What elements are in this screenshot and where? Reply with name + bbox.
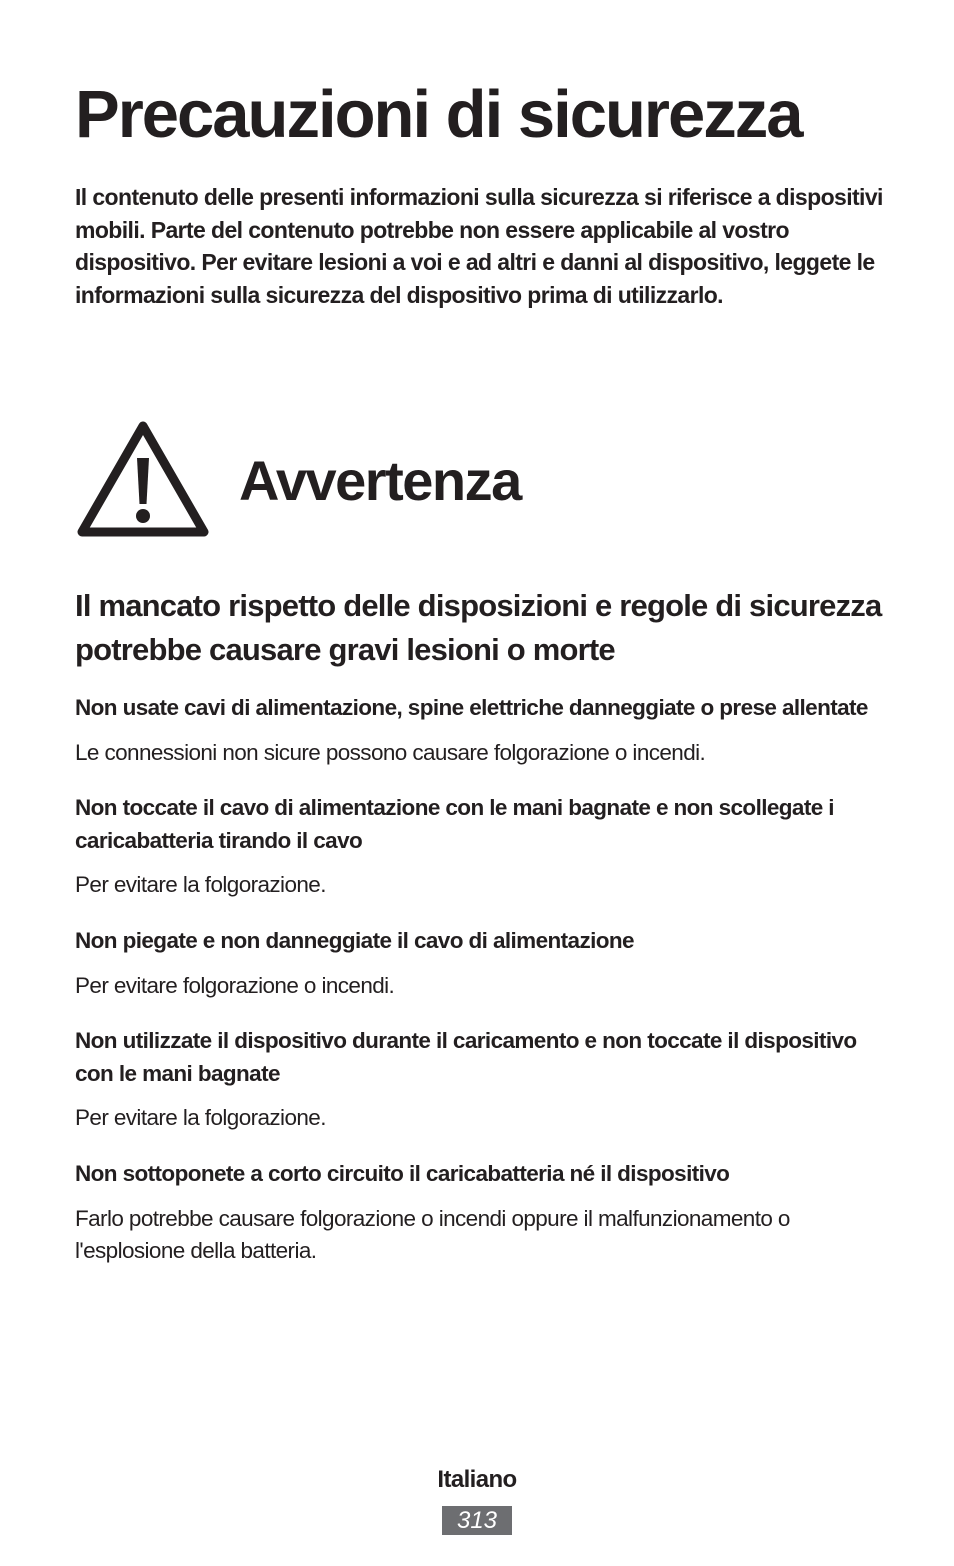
list-item: [75, 925, 890, 1002]
page-number-badge: 313: [442, 1506, 512, 1535]
item-text: Per evitare folgorazione o incendi.: [75, 972, 395, 998]
list-item: [75, 1158, 890, 1268]
item-text: Per evitare la folgorazione.: [75, 872, 326, 898]
list-item: [75, 1025, 890, 1135]
item-heading: Non usate cavi di alimentazione, spine elettriche danneggiate o prese allentate: [75, 695, 868, 720]
warning-header: [75, 418, 890, 542]
intro-paragraph: Il contenuto delle presenti informazioni sulla sicurezza si riferisce a dispositivi mobili. Parte del contenuto potrebbe non essere applicabile al vostro dispositivo. Per evitare lesioni a voi e ad altri e danni al dispositivo, leggete le informazioni sulla sicurezza del dispositivo prima di utilizzarlo.: [75, 184, 883, 308]
item-heading: Non piegate e non danneggiate il cavo di alimentazione: [75, 927, 634, 953]
item-heading: Non utilizzate il dispositivo durante il caricamento e non toccate il dispositivo con le mani bagnate: [75, 1028, 857, 1086]
page-title: Precauzioni di sicurezza: [75, 77, 802, 152]
item-heading: Non sottoponete a corto circuito il caricabatteria né il dispositivo: [75, 1160, 730, 1186]
warning-subtitle: Il mancato rispetto delle disposizioni e regole di sicurezza potrebbe causare gravi lesioni o morte: [75, 588, 882, 667]
item-text: Farlo potrebbe causare folgorazione o incendi oppure il malfunzionamento o l'esplosione della batteria.: [75, 1205, 790, 1264]
item-text: Per evitare la folgorazione.: [75, 1105, 326, 1131]
precaution-list: [75, 692, 890, 1291]
document-page: [75, 0, 890, 1566]
footer-language: Italiano: [437, 1466, 517, 1493]
list-item: [75, 792, 890, 902]
item-text: Le connessioni non sicure possono causare folgorazione o incendi.: [75, 739, 706, 765]
list-item: [75, 692, 890, 769]
warning-title: Avvertenza: [239, 449, 521, 512]
warning-triangle-icon: [75, 418, 211, 540]
item-heading: Non toccate il cavo di alimentazione con le mani bagnate e non scollegate i caricabatteria tirando il cavo: [75, 795, 834, 853]
